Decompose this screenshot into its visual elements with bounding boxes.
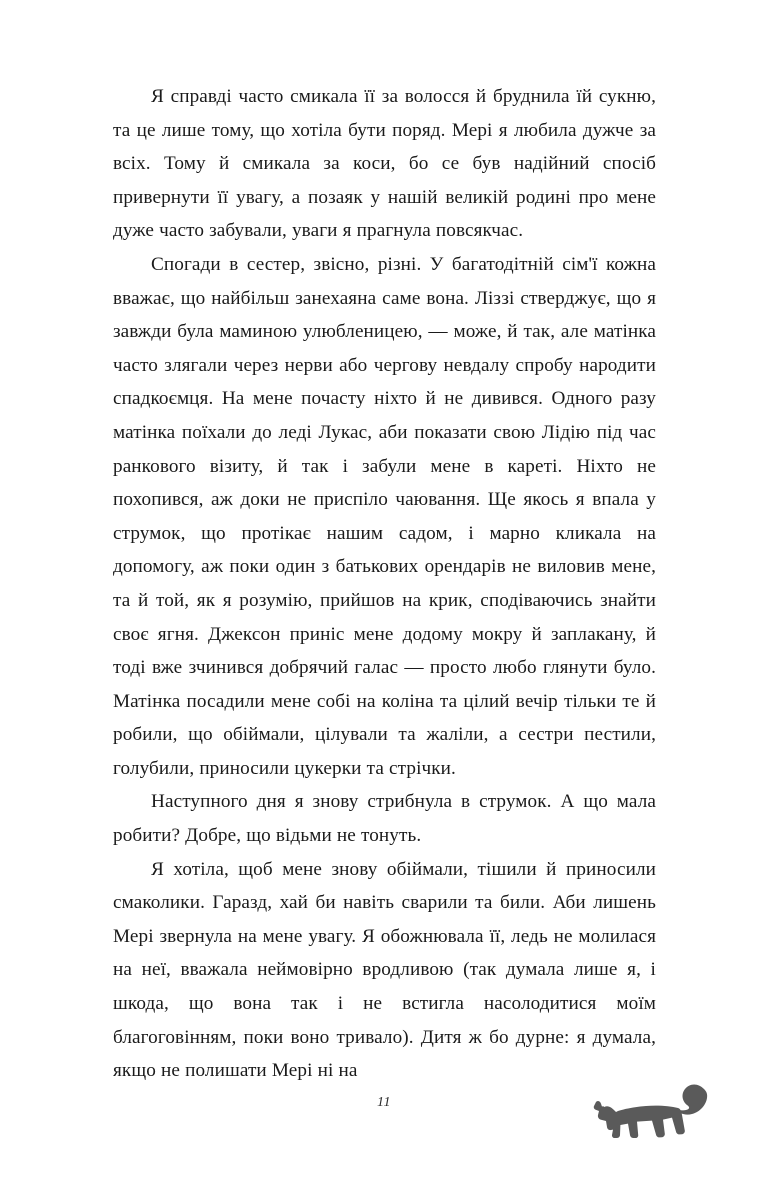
paragraph: Наступного дня я знову стрибнула в струмок. А що мала робити? Добре, що відьми не тонуть. <box>113 791 656 847</box>
paragraph: Я хотіла, щоб мене знову обіймали, тішили й приносили смаколики. Гаразд, хай би навіть сварили та били. Аби лишень Мері звернула на мене увагу. Я обожнювала її, ледь не молилася на неї, вважала неймовірно вродливою (так думала лише я, і шкода, що вона так і не встигла насолодитися моїм благоговінням, поки воно тривало). Дитя ж бо дурне: я думала, якщо не полишати Мері ні на <box>113 858 656 1082</box>
page-footer <box>0 1095 768 1155</box>
paragraph: Спогади в сестер, звісно, різні. У багатодітній сім'ї кожна вважає, що найбільш занехаяна саме вона. Ліззі стверджує, що я завжди була маминою улюбленицею, — може, й так, але матінка часто злягали через нерви або чергову невдалу спробу народити спадкоємця. На мене почасту ніхто й не дивився. Одного разу матінка поїхали до леді Лукас, аби показати свою Лідію під час ранкового візиту, й так і забули мене в кареті. Ніхто не похопився, аж доки не приспіло чаювання. Ще якось я впала у струмок, що протікає нашим садом, і марно кликала на допомогу, аж поки один з батькових орендарів не виловив мене, та й той, як я розумію, прийшов на крик, сподіваючись знайти своє ягня. Джексон приніс мене додому мокру й заплакану, й тоді вже зчинився добрячий галас — просто любо глянути було. Матінка посадили мене собі на коліна та цілий вечір тільки те й робили, що обіймали, цілували та жаліли, а сестри пестили, голубили, приносили цукерки та стрічки. <box>113 253 656 779</box>
paragraph: Я справді часто смикала її за волосся й бруднила їй сукню, та це лише тому, що хотіла бути поряд. Мері я любила дужче за всіх. Тому й смикала за коси, бо се був надійний спосіб привернути її увагу, а позаяк у нашій великій родині про мене дуже часто забували, уваги я прагнула повсякчас. <box>113 86 656 242</box>
page-number: 11 <box>377 1095 391 1110</box>
body-text-column <box>113 80 656 1088</box>
fox-silhouette-icon <box>586 1077 712 1143</box>
